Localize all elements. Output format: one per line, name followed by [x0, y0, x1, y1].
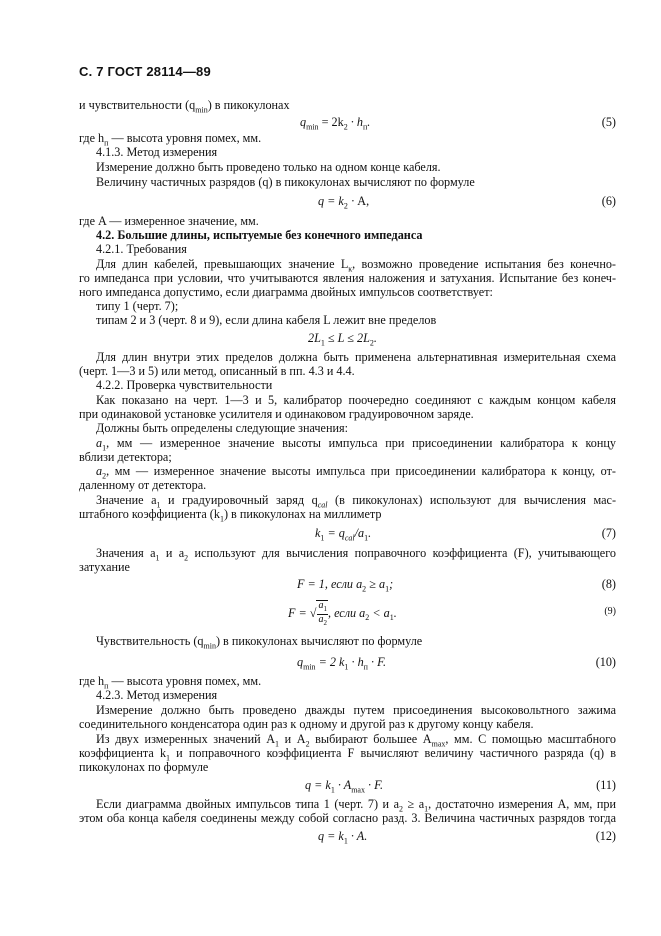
formula-number-11: (11) [596, 778, 616, 792]
text-line: соединительного конденсатора один раз к одному и другой раз к другому концу кабеля. [79, 717, 534, 731]
text-line: при одинаковой установке усилителя и одинаковом градуировочном заряде. [79, 407, 474, 421]
text-line: пикокулонах по формуле [79, 760, 209, 774]
formula-12: $q = k_1 \cdot A$. [318, 829, 368, 846]
formula-range: $2L_1 \le L \le 2L_2$. [308, 331, 377, 348]
formula-11: $q = k_1 \cdot A_{max} \cdot F$. [305, 778, 384, 795]
text-line: где $h_п$ — высота уровня помех, мм. [79, 674, 262, 691]
text-line: (черт. 1—3 и 5) или метод, описанный в пп. 4.3 и 4.4. [79, 364, 355, 378]
text-line: Из двух измеренных значений $A_1$ и $A_2$ выбирают большее $A_{max}$, мм. С помощью масштабного [96, 732, 616, 749]
formula-8: F = 1, если $a_2 \ge a_1$; [297, 577, 394, 594]
section-heading: 4.2.3. Метод измерения [96, 688, 218, 702]
text-line: $a_2$, мм — измеренное значение высоты импульса при присоединении калибратора к концу, от- [96, 464, 616, 481]
text-line: Значения $a_1$ и $a_2$ используют для вычисления поправочного коэффициента (F), учитывающего [96, 546, 616, 563]
text-line: вблизи детектора; [79, 450, 172, 464]
text-line: ного импеданса допустимо, если диаграмма двойных импульсов соответствует: [79, 285, 493, 299]
section-heading: 4.2.1. Требования [96, 242, 187, 256]
formula-number-8: (8) [601, 577, 616, 591]
text-line: этом оба конца кабеля соединены между собой согласно разд. 3. Величина частичных разрядов тогда [79, 811, 616, 825]
formula-number-5: (5) [601, 115, 616, 129]
text-line: где $h_п$ — высота уровня помех, мм. [79, 131, 262, 148]
text-line: штабного коэффициента $(k_1)$ в пикокулонах на миллиметр [79, 507, 382, 524]
text-line: Измерение должно быть проведено только на одном конце кабеля. [96, 160, 441, 174]
text-line: Чувствительность $(q_{min})$ в пикокулонах вычисляют по формуле [96, 634, 423, 651]
text-line: и чувствительности $(q_{min})$ в пикокулонах [79, 98, 290, 115]
section-heading: 4.1.3. Метод измерения [96, 145, 218, 159]
formula-number-9: (9) [604, 606, 616, 617]
text-line: коэффициента $k_1$ и поправочного коэффициента F вычисляют величину частичного разряда (q) в [79, 746, 616, 763]
text-line: Значение $a_1$ и градуировочный заряд $q_{cal}$ (в пикокулонах) используют для вычисления мас- [96, 493, 617, 510]
text-line: Для длин внутри этих пределов должна быть применена альтернативная измерительная схема [96, 350, 616, 364]
formula-5: $q_{min} = 2k_2 \cdot h_п$. [300, 115, 371, 132]
text-line: типам 2 и 3 (черт. 8 и 9), если длина кабеля L лежит вне пределов [96, 313, 437, 327]
section-heading: 4.2. Большие длины, испытуемые без конечного импеданса [96, 228, 423, 242]
formula-number-7: (7) [601, 526, 616, 540]
text-line: $a_1$, мм — измеренное значение высоты импульса при присоединении калибратора к концу [96, 436, 616, 453]
text-line: го импеданса при условии, что учитываются явления наложения и затухания. Испытание без конеч- [79, 271, 616, 285]
formula-10: $q_{min} = 2$ $k_1 \cdot h_п \cdot F$. [297, 655, 386, 672]
formula-9: F = √ $\frac{a_1}{a_2}$ , если $a_2 < a_1$. [288, 600, 397, 627]
text-line: где A — измеренное значение, мм. [79, 214, 259, 228]
text-line: Должны быть определены следующие значения: [96, 421, 348, 435]
formula-6: $q = k_2 \cdot A$, [318, 194, 370, 211]
formula-number-12: (12) [595, 829, 616, 843]
text-line: типу 1 (черт. 7); [96, 299, 179, 313]
formula-number-6: (6) [601, 194, 616, 208]
text-line: даленному от детектора. [79, 478, 207, 492]
text-line: Для длин кабелей, превышающих значение $L_к$, возможно проведение испытания без конечно- [96, 257, 616, 274]
text-line: Измерение должно быть проведено дважды путем присоединения высоковольтного зажима [96, 703, 616, 717]
formula-number-10: (10) [595, 655, 616, 669]
text-line: Как показано на черт. 1—3 и 5, калибратор поочередно соединяют с каждым концом кабеля [96, 393, 616, 407]
text-line: Если диаграмма двойных импульсов типа 1 (черт. 7) и $a_2 \ge a_1$, достаточно измерения A, мм, при [96, 797, 616, 814]
page-header: С. 7 ГОСТ 28114—89 [79, 64, 211, 79]
formula-7: $k_1 = q_{cal}/a_1$. [315, 526, 372, 543]
section-heading: 4.2.2. Проверка чувствительности [96, 378, 273, 392]
text-line: Величину частичных разрядов (q) в пикокулонах вычисляют по формуле [96, 175, 475, 189]
text-line: затухание [79, 560, 130, 574]
